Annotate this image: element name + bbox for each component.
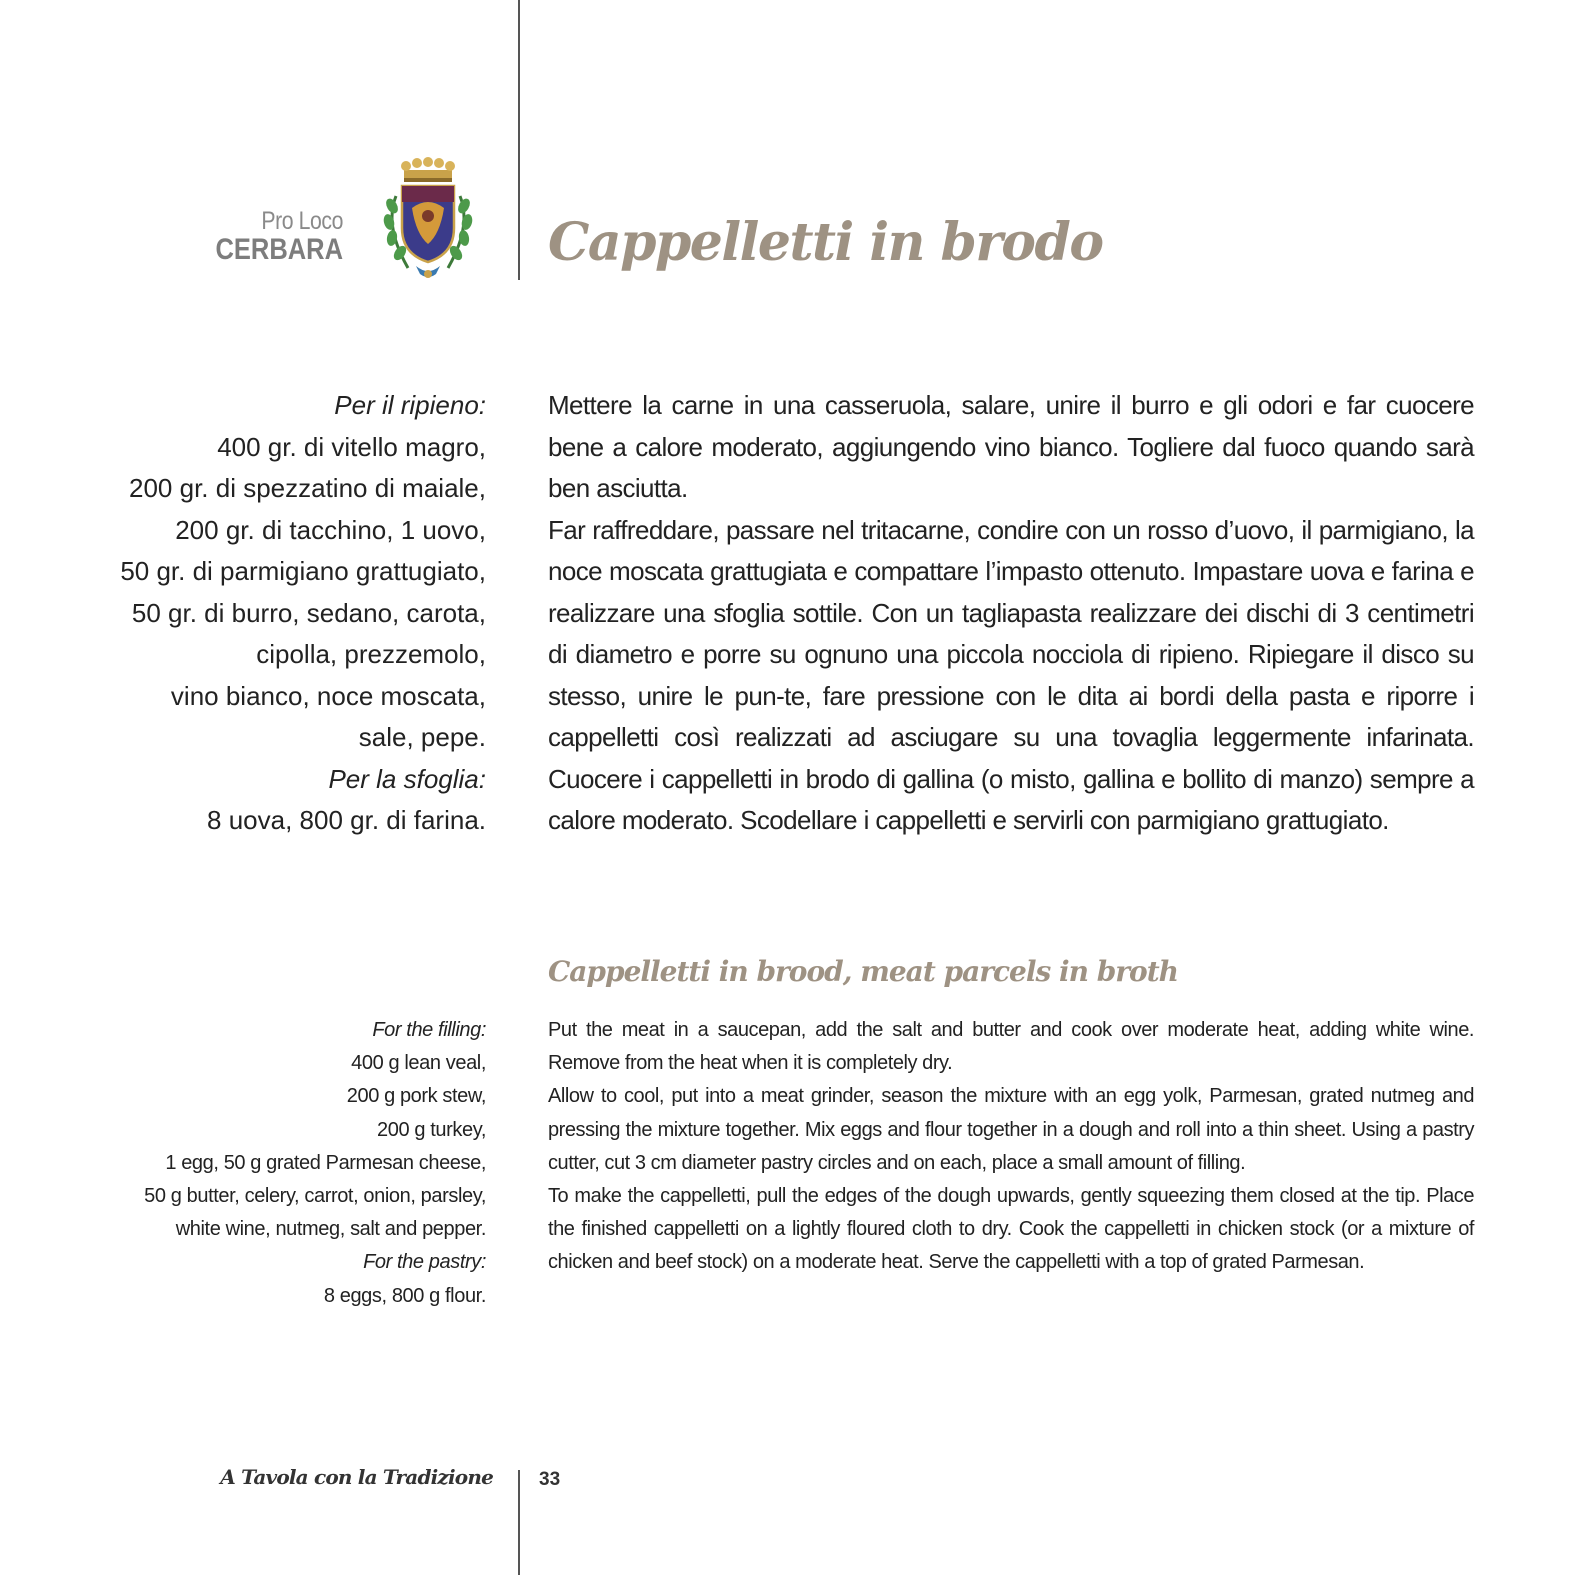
- ingredient-line: 200 gr. di tacchino, 1 uovo,: [175, 514, 486, 545]
- ingredient-line: 50 gr. di parmigiano grattugiato,: [120, 556, 486, 586]
- ingredients-italian: [66, 385, 486, 842]
- ingredient-line: For the filling:: [372, 1019, 486, 1041]
- pro-loco-label: [193, 208, 343, 266]
- ingredient-line: cipolla, prezzemolo,: [256, 639, 486, 669]
- ingredient-line: 200 g turkey,: [377, 1118, 486, 1141]
- ingredient-line: 200 gr. di spezzatino di maiale,: [129, 473, 486, 503]
- ingredient-line: Per il ripieno:: [334, 390, 486, 420]
- instruction-paragraph: Far raffreddare, passare nel tritacarne, condire con un rosso d’uovo, il parmigiano, la noce moscata grattugiata e compattare l’impasto ottenuto. Impastare uova e farina e realizzare una sfoglia sottile. Con un tagliapasta realizzare dei dischi di 3 centimetri di diametro e porre su ognuno una piccola nocciola di ripieno. Ripiegare il disco su stesso, unire le pun-te, fare pressione con le dita ai bordi della pasta e riporre i cappelletti così realizzati ad asciugare su una tovaglia leggermente infarinata. Cuocere i cappelletti in brodo di gallina (o misto, gallina e bollito di manzo) sempre a calore moderato. Scodellare i cappelletti e servirli con parmigiano grattugiato.: [548, 514, 1474, 835]
- vertical-divider-top: [518, 0, 520, 280]
- ingredient-line: 8 uova, 800 gr. di farina.: [207, 805, 486, 835]
- ingredient-line: 50 g butter, celery, carrot, onion, parsley,: [144, 1185, 486, 1208]
- instruction-paragraph: Put the meat in a saucepan, add the salt and butter and cook over moderate heat, adding white wine. Remove from the heat when it is completely dry.: [548, 1019, 1474, 1075]
- ingredient-line: Per la sfoglia:: [328, 763, 486, 794]
- instructions-english: [548, 1014, 1474, 1280]
- vertical-divider-bottom: [518, 1470, 520, 1575]
- coat-of-arms-icon: [378, 156, 478, 282]
- pro-loco-line2: CERBARA: [215, 233, 343, 267]
- instruction-paragraph: To make the cappelletti, pull the edges of the dough upwards, gently squeezing them closed at the tip. Place the finished cappelletti on a lightly floured cloth to dry. Cook the cappelletti in chicken stock (or a mixture of chicken and beef stock) on a moderate heat. Serve the cappelletti with a top of grated Parmesan.: [548, 1185, 1474, 1274]
- pro-loco-line1: Pro Loco: [261, 207, 343, 235]
- instruction-paragraph: Allow to cool, put into a meat grinder, season the mixture with an egg yolk, Parmesan, grated nutmeg and pressing the mixture together. Mix eggs and flour together in a dough and roll into a thin sheet. Using a pastry cutter, cut 3 cm diameter pastry circles and on each, place a small amount of filling.: [548, 1085, 1474, 1174]
- instructions-italian: [548, 385, 1474, 842]
- ingredient-line: 50 gr. di burro, sedano, carota,: [131, 597, 486, 628]
- ingredients-english: [66, 1014, 486, 1313]
- instruction-paragraph: Mettere la carne in una casseruola, salare, unire il burro e gli odori e far cuocere bene a calore moderato, aggiungendo vino bianco. Togliere dal fuoco quando sarà ben asciutta.: [548, 390, 1474, 503]
- recipe-subtitle-english: Cappelletti in brood, meat parcels in broth: [548, 955, 1179, 988]
- footer-book-title: A Tavola con la Tradizione: [220, 1465, 493, 1489]
- recipe-title: Cappelletti in brodo: [548, 212, 1103, 273]
- ingredient-line: sale, pepe.: [358, 722, 486, 752]
- ingredient-line: For the pastry:: [363, 1251, 486, 1274]
- page-number: 33: [539, 1469, 561, 1490]
- ingredient-line: 200 g pork stew,: [346, 1085, 486, 1108]
- ingredient-line: 8 eggs, 800 g flour.: [323, 1284, 486, 1307]
- ingredient-line: 400 g lean veal,: [351, 1052, 486, 1075]
- ingredient-line: 400 gr. di vitello magro,: [217, 431, 486, 462]
- ingredient-line: 1 egg, 50 g grated Parmesan cheese,: [165, 1151, 486, 1174]
- ingredient-line: white wine, nutmeg, salt and pepper.: [175, 1218, 486, 1241]
- ingredient-line: vino bianco, noce moscata,: [170, 680, 486, 711]
